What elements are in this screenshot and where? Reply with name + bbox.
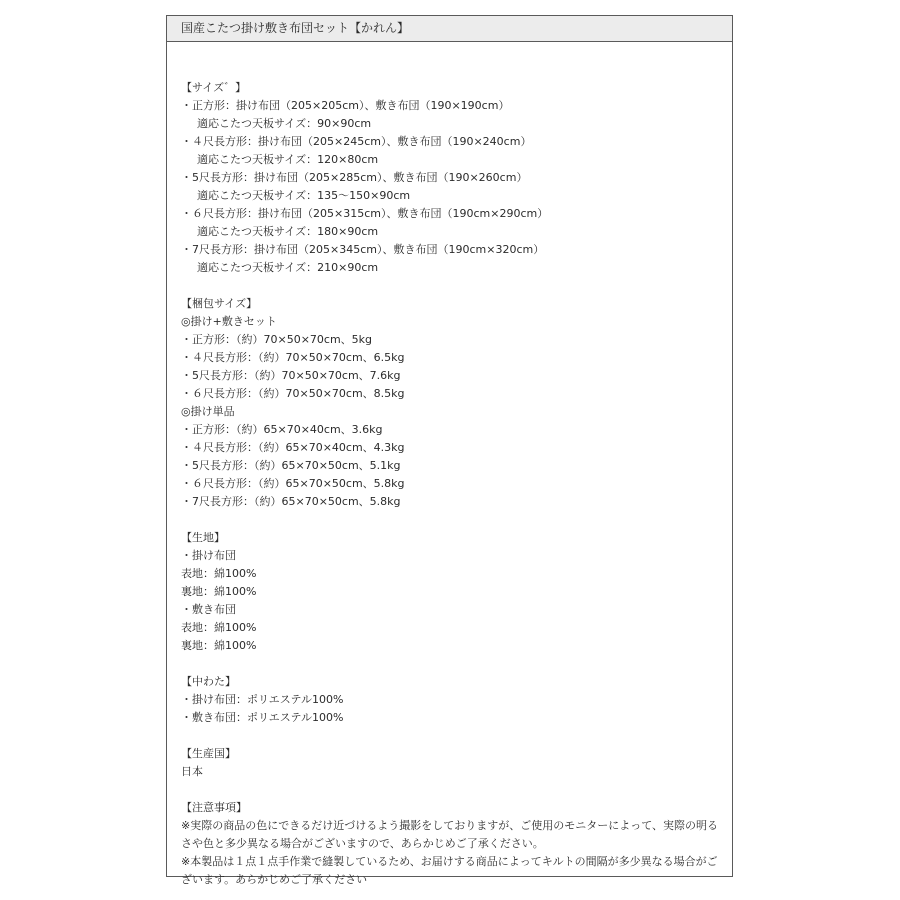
notes-heading: 【注意事項】 xyxy=(181,801,247,814)
fabric-line: 表地：綿100% xyxy=(181,621,257,634)
size-line: ・６尺長方形：掛け布団（205×315cm）、敷き布団（190cm×290cm） xyxy=(181,207,549,220)
size-line: 適応こたつ天板サイズ：210×90cm xyxy=(197,261,379,274)
size-line: ・5尺長方形：掛け布団（205×285cm）、敷き布団（190×260cm） xyxy=(181,171,528,184)
fabric-line: 表地：綿100% xyxy=(181,567,257,580)
filling-line: ・敷き布団：ポリエステル100% xyxy=(181,711,344,724)
package-line: ・４尺長方形：（約）65×70×40cm、4.3kg xyxy=(181,441,405,454)
size-section xyxy=(181,79,732,277)
filling-line: ・掛け布団：ポリエステル100% xyxy=(181,693,344,706)
notes-line: ※実際の商品の色にできるだけ近づけるよう撮影をしておりますが、ご使用のモニターによって、実際の明るさや色と多少異なる場合がございますので、あらかじめご了承ください。 xyxy=(181,819,718,850)
package-line: ・６尺長方形：（約）70×50×70cm、8.5kg xyxy=(181,387,405,400)
origin-value: 日本 xyxy=(181,765,203,778)
fabric-line: ・掛け布団 xyxy=(181,549,236,562)
fabric-line: 裏地：綿100% xyxy=(181,639,257,652)
product-title: 国産こたつ掛け敷き布団セット【かれん】 xyxy=(181,21,410,35)
size-line: 適応こたつ天板サイズ：135〜150×90cm xyxy=(197,189,411,202)
package-line: ・６尺長方形：（約）65×70×50cm、5.8kg xyxy=(181,477,405,490)
header-bar xyxy=(167,16,732,42)
filling-section xyxy=(181,673,732,727)
notes-section xyxy=(181,799,732,889)
package-line: ・正方形：（約）65×70×40cm、3.6kg xyxy=(181,423,383,436)
package-line: ・7尺長方形：（約）65×70×50cm、5.8kg xyxy=(181,495,401,508)
package-line: ・４尺長方形：（約）70×50×70cm、6.5kg xyxy=(181,351,405,364)
package-section xyxy=(181,295,732,511)
fabric-line: ・敷き布団 xyxy=(181,603,236,616)
size-line: ・7尺長方形：掛け布団（205×345cm）、敷き布団（190cm×320cm） xyxy=(181,243,545,256)
package-heading: 【梱包サイズ】 xyxy=(181,297,258,310)
notes-line: ※本製品は１点１点手作業で縫製しているため、お届けする商品によってキルトの間隔が多少異なる場合がございます。あらかじめご了承ください xyxy=(181,855,718,886)
size-line: 適応こたつ天板サイズ：90×90cm xyxy=(197,117,372,130)
package-line: ◎掛け+敷きセット xyxy=(181,315,277,328)
package-line: ◎掛け単品 xyxy=(181,405,235,418)
package-line: ・正方形：（約）70×50×70cm、5kg xyxy=(181,333,373,346)
spec-card xyxy=(166,15,733,886)
size-line: 適応こたつ天板サイズ：180×90cm xyxy=(197,225,379,238)
fabric-line: 裏地：綿100% xyxy=(181,585,257,598)
size-line: ・４尺長方形：掛け布団（205×245cm）、敷き布団（190×240cm） xyxy=(181,135,532,148)
size-line: ・正方形：掛け布団（205×205cm）、敷き布団（190×190cm） xyxy=(181,99,510,112)
fabric-section xyxy=(181,529,732,655)
origin-heading: 【生産国】 xyxy=(181,747,236,760)
fabric-heading: 【生地】 xyxy=(181,531,225,544)
size-heading: 【サイズ゛】 xyxy=(181,81,247,94)
origin-section xyxy=(181,745,732,781)
package-line: ・5尺長方形：（約）65×70×50cm、5.1kg xyxy=(181,459,401,472)
size-line: 適応こたつ天板サイズ：120×80cm xyxy=(197,153,379,166)
filling-heading: 【中わた】 xyxy=(181,675,236,688)
package-line: ・5尺長方形：（約）70×50×70cm、7.6kg xyxy=(181,369,401,382)
spec-content xyxy=(167,42,732,889)
